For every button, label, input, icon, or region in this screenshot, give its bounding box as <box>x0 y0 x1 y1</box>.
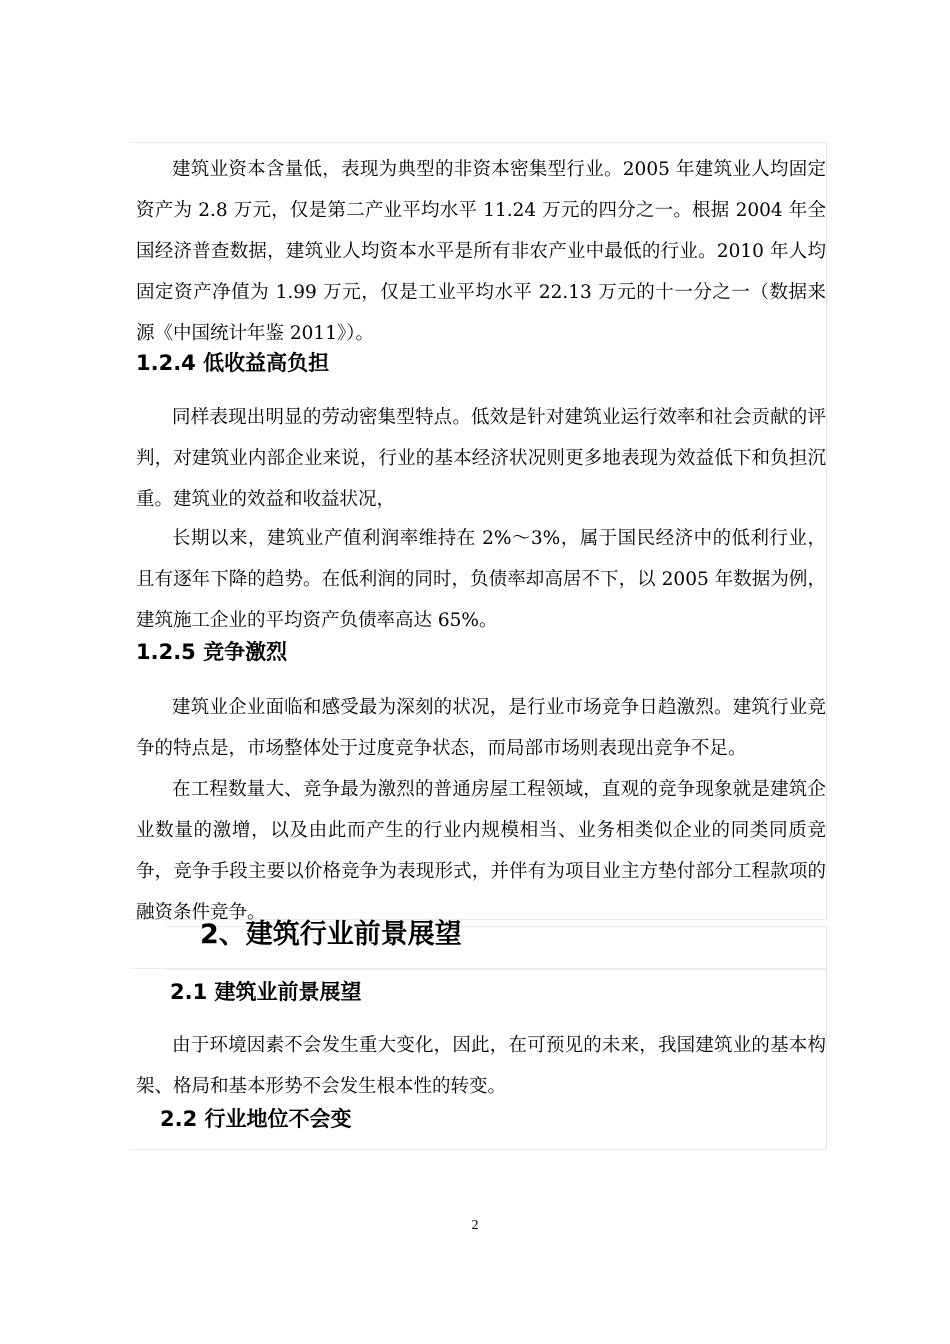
page-number: 2 <box>471 1218 479 1233</box>
heading-2-1: 2.1 建筑业前景展望 <box>170 980 362 1004</box>
heading-2: 2、建筑行业前景展望 <box>200 919 462 950</box>
heading-1-2-4: 1.2.4 低收益高负担 <box>136 351 330 375</box>
paragraph-competition-detail: 在工程数量大、竞争最为激烈的普通房屋工程领域，直观的竞争现象就是建筑企业数量的激增，以及由此而产生的行业内规模相当、业务相类似企业的同类同质竞争，竞争手段主要以价格竞争为表现形式，并伴有为项目业主方垫付部分工程款项的融资条件竞争。 <box>136 779 826 923</box>
paragraph-profit-rate: 长期以来，建筑业产值利润率维持在 2%～3%，属于国民经济中的低利行业，且有逐年下降的趋势。在低利润的同时，负债率却高居不下，以 2005 年数据为例，建筑施工企业的平均资产负债率高达 65%。 <box>136 528 826 631</box>
heading-1-2-5: 1.2.5 竞争激烈 <box>136 640 288 664</box>
paragraph-low-efficiency: 同样表现出明显的劳动密集型特点。低效是针对建筑业运行效率和社会贡献的评判，对建筑业内部企业来说，行业的基本经济状况则更多地表现为效益低下和负担沉重。建筑业的效益和收益状况， <box>136 407 826 510</box>
paragraph-competition: 建筑业企业面临和感受最为深刻的状况，是行业市场竞争日趋激烈。建筑行业竞争的特点是，市场整体处于过度竞争状态，而局部市场则表现出竞争不足。 <box>136 697 826 759</box>
paragraph-outlook: 由于环境因素不会发生重大变化，因此，在可预见的未来，我国建筑业的基本构架、格局和基本形势不会发生根本性的转变。 <box>136 1035 826 1097</box>
heading-2-2: 2.2 行业地位不会变 <box>160 1107 352 1131</box>
paragraph-capital: 建筑业资本含量低，表现为典型的非资本密集型行业。2005 年建筑业人均固定资产为 2.8 万元，仅是第二产业平均水平 11.24 万元的四分之一。根据 2004 年全国经济普查数据，建筑业人均资本水平是所有非农产业中最低的行业。2010 年人均固定资产净值为 1.99 万元，仅是工业平均水平 22.13 万元的十一分之一（数据来源《中国统计年鉴 2011》）。 <box>136 159 826 344</box>
